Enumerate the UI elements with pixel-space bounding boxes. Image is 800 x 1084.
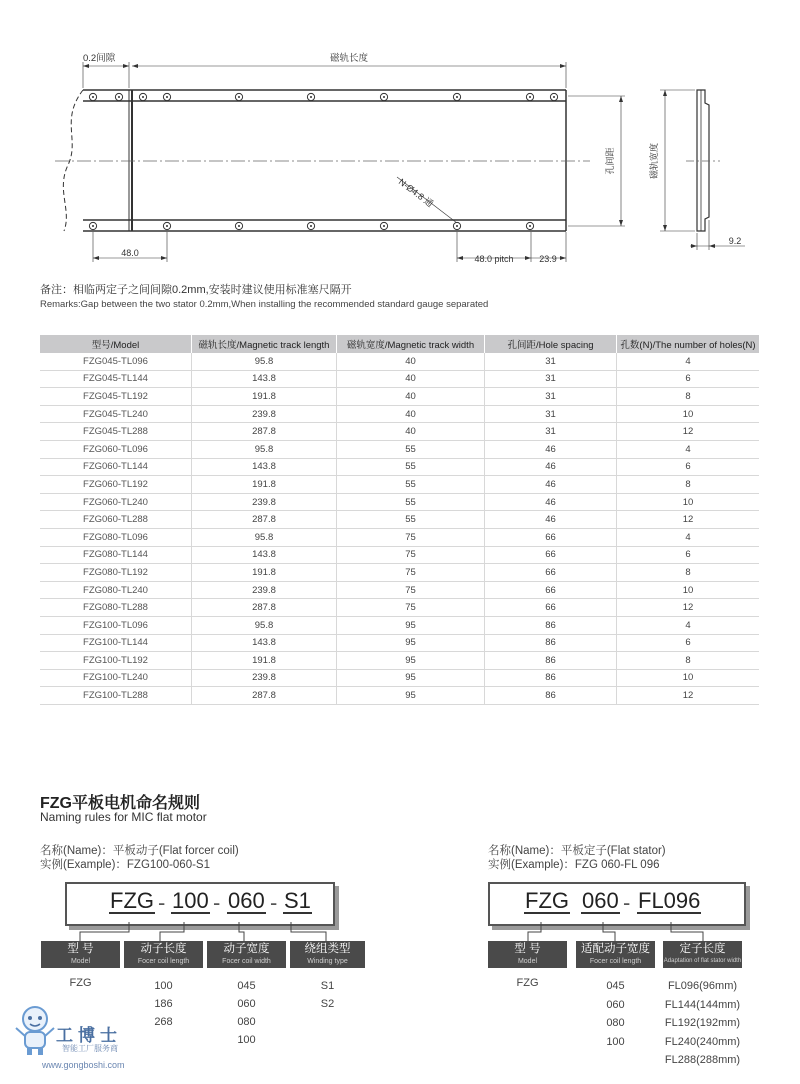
table-cell: 239.8 [192,493,337,511]
dim-23-9: 23.9 [539,254,557,264]
table-cell: FZG100-TL288 [40,687,192,705]
table-cell: 6 [617,634,760,652]
table-cell: 8 [617,388,760,406]
table-cell: 191.8 [192,652,337,670]
table-cell: 143.8 [192,370,337,388]
header-hole-count: 孔数(N)/The number of holes(N) [617,335,760,353]
coil-values-length: 100 186 268 [154,980,173,1028]
table-cell: 4 [617,528,760,546]
table-cell: FZG060-TL144 [40,458,192,476]
hole-center [238,96,240,98]
coil-values-width: 045 060 080 100 [237,980,256,1046]
header-hole-spacing: 孔间距/Hole spacing [485,335,617,353]
table-cell: 287.8 [192,599,337,617]
table-cell: 40 [337,423,485,441]
table-cell: 66 [485,564,617,582]
mounting-holes-bottom [89,222,533,229]
stator-name-line: 名称(Name)：平板定子(Flat stator) [488,845,666,857]
table-cell: 95.8 [192,616,337,634]
table-cell: 75 [337,581,485,599]
table-cell: 239.8 [192,405,337,423]
hole-center [142,96,144,98]
track-drawing [0,0,800,275]
table-cell: 239.8 [192,669,337,687]
coil-label-model: 型 号 Model [41,941,120,968]
stator-label-model: 型 号 Model [488,941,567,968]
coil-code-width: 060 [228,888,265,913]
coil-code-model: FZG [110,888,154,913]
coil-label-length: 动子长度 Focer coil length [124,941,203,968]
coil-code-dash: - [158,890,166,915]
table-cell: 86 [485,616,617,634]
hole-center [310,225,312,227]
table-cell: 40 [337,388,485,406]
stator-values-width: 045 060 080 100 [606,980,625,1048]
table-cell: FZG060-TL096 [40,440,192,458]
stator-code-box [488,882,746,926]
table-row [40,634,759,652]
table-cell: 75 [337,528,485,546]
table-cell: FZG045-TL096 [40,353,192,370]
hole-center [310,96,312,98]
table-cell: 143.8 [192,634,337,652]
table-cell: 95.8 [192,353,337,370]
table-row [40,652,759,670]
robot-logo-icon [12,1004,58,1058]
table-cell: FZG045-TL240 [40,405,192,423]
table-cell: 66 [485,546,617,564]
table-cell: 6 [617,458,760,476]
table-cell: 66 [485,581,617,599]
table-cell: 31 [485,423,617,441]
table-cell: 46 [485,458,617,476]
table-cell: FZG080-TL144 [40,546,192,564]
table-cell: 46 [485,511,617,529]
hole-center [383,225,385,227]
table-cell: 66 [485,599,617,617]
dim-pitch: 48.0 pitch [474,254,514,264]
table-cell: 287.8 [192,511,337,529]
hole-center [166,225,168,227]
coil-code-dash: - [270,890,278,915]
table-header-row [40,335,759,353]
table-cell: 287.8 [192,423,337,441]
table-cell: 95 [337,616,485,634]
table-cell: 143.8 [192,458,337,476]
table-cell: 6 [617,546,760,564]
table-cell: 4 [617,353,760,370]
hole-center [118,96,120,98]
remarks [40,281,488,310]
table-cell: FZG080-TL288 [40,599,192,617]
table-cell: 55 [337,476,485,494]
naming-title: FZG平板电机命名规则 [40,795,200,812]
table-cell: 40 [337,353,485,370]
table-cell: 239.8 [192,581,337,599]
coil-code-box [65,882,335,926]
table-cell: FZG080-TL096 [40,528,192,546]
table-cell: 95 [337,687,485,705]
coil-code-dash: - [213,890,221,915]
coil-label-winding: 绕组类型 Winding type [290,941,365,968]
table-cell: 287.8 [192,687,337,705]
table-cell: 95.8 [192,528,337,546]
table-cell: 95 [337,634,485,652]
stator-connectors [0,922,800,942]
table-cell: 31 [485,353,617,370]
watermark-brand: 工博士 [56,1026,122,1045]
coil-code-winding: S1 [284,888,311,913]
table-cell: 95 [337,669,485,687]
hole-center [529,225,531,227]
table-row [40,440,759,458]
table-cell: FZG100-TL096 [40,616,192,634]
header-track-width: 磁轨宽度/Magnetic track width [337,335,485,353]
table-cell: 10 [617,581,760,599]
remarks-en: Remarks:Gap between the two stator 0.2mm,When installing the recommended standard gauge separated [40,299,489,310]
hole-center [92,96,94,98]
table-cell: 46 [485,476,617,494]
dim-9-2: 9.2 [728,236,742,246]
table-row [40,476,759,494]
coil-name-line: 名称(Name)：平板动子(Flat forcer coil) [40,845,239,857]
spec-table-body [40,353,759,704]
hole-callout: N-Ø4.8 通 [396,176,436,209]
table-cell: 75 [337,599,485,617]
table-cell: FZG080-TL240 [40,581,192,599]
table-cell: FZG060-TL240 [40,493,192,511]
table-cell: 8 [617,564,760,582]
table-cell: 6 [617,370,760,388]
spec-table [40,335,759,705]
naming-subtitle: Naming rules for MIC flat motor [40,810,207,824]
table-cell: 46 [485,493,617,511]
table-cell: 95.8 [192,440,337,458]
table-cell: 55 [337,440,485,458]
table-cell: 8 [617,476,760,494]
stator-label-length: 定子长度 Adaptation of flat stator width [663,941,742,968]
table-cell: FZG080-TL192 [40,564,192,582]
table-cell: 12 [617,511,760,529]
hole-center [238,225,240,227]
coil-example-line: 实例(Example)：FZG100-060-S1 [40,859,210,871]
table-cell: 10 [617,405,760,423]
table-cell: 46 [485,440,617,458]
table-cell: 191.8 [192,388,337,406]
table-cell: 4 [617,616,760,634]
table-cell: 86 [485,652,617,670]
gap-label: 0.2间隙 [83,53,116,64]
table-cell: FZG045-TL192 [40,388,192,406]
stator-values-model: FZG [516,977,539,989]
table-cell: FZG100-TL192 [40,652,192,670]
hole-center [383,96,385,98]
table-row [40,370,759,388]
table-cell: 10 [617,669,760,687]
stator-code-length: FL096 [638,888,701,913]
stator-code-model: FZG [525,888,569,913]
hole-center [456,96,458,98]
table-cell: 86 [485,687,617,705]
table-cell: FZG100-TL144 [40,634,192,652]
table-row [40,353,759,370]
coil-values-model: FZG [69,977,92,989]
table-cell: 66 [485,528,617,546]
watermark-tagline: 智能工厂服务商 [62,1044,118,1053]
table-row [40,405,759,423]
table-row [40,388,759,406]
table-cell: 191.8 [192,476,337,494]
table-cell: 75 [337,564,485,582]
table-row [40,511,759,529]
table-row [40,616,759,634]
remarks-cn: 备注：相临两定子之间间隙0.2mm,安装时建议使用标准塞尺隔开 [40,284,352,296]
table-cell: 4 [617,440,760,458]
stator-code-width: 060 [582,888,619,913]
hole-spacing-label: 孔间距 [605,147,615,175]
table-row [40,528,759,546]
stator-label-width: 适配动子宽度 Focer coil length [576,941,655,968]
table-cell: FZG060-TL192 [40,476,192,494]
table-row [40,564,759,582]
track-length-label: 磁轨长度 [329,53,369,64]
table-cell: 191.8 [192,564,337,582]
table-cell: 95 [337,652,485,670]
table-cell: 55 [337,493,485,511]
table-cell: 55 [337,511,485,529]
table-cell: 10 [617,493,760,511]
table-row [40,687,759,705]
coil-code-length: 100 [172,888,209,913]
table-row [40,458,759,476]
table-cell: FZG045-TL144 [40,370,192,388]
table-cell: 75 [337,546,485,564]
table-cell: 12 [617,423,760,441]
table-row [40,669,759,687]
coil-values-winding: S1 S2 [320,980,335,1010]
hole-center [92,225,94,227]
table-cell: FZG045-TL288 [40,423,192,441]
table-cell: 31 [485,405,617,423]
header-model: 型号/Model [40,335,192,353]
header-track-length: 磁轨长度/Magnetic track length [192,335,337,353]
hole-center [456,225,458,227]
stator-example-line: 实例(Example)：FZG 060-FL 096 [488,859,660,871]
table-cell: 31 [485,388,617,406]
table-cell: 55 [337,458,485,476]
table-cell: 40 [337,370,485,388]
table-cell: FZG060-TL288 [40,511,192,529]
table-row [40,599,759,617]
dim-48: 48.0 [121,248,139,258]
stator-values-length: FL096(96mm) FL144(144mm) FL192(192mm) FL240(240mm) FL288(288mm) [664,980,741,1066]
hole-center [529,96,531,98]
hole-center [166,96,168,98]
hole-center [553,96,555,98]
table-row [40,546,759,564]
table-row [40,581,759,599]
table-row [40,423,759,441]
table-cell: 12 [617,599,760,617]
table-cell: 31 [485,370,617,388]
table-cell: FZG100-TL240 [40,669,192,687]
mounting-holes-top [89,93,557,100]
table-cell: 143.8 [192,546,337,564]
table-cell: 86 [485,669,617,687]
table-row [40,493,759,511]
track-width-label: 磁轨宽度 [649,142,659,180]
watermark-url: www.gongboshi.com [42,1060,125,1070]
table-cell: 8 [617,652,760,670]
table-cell: 12 [617,687,760,705]
stator-code-dash: - [623,890,631,915]
table-cell: 40 [337,405,485,423]
table-cell: 86 [485,634,617,652]
coil-label-width: 动子宽度 Focer coil width [207,941,286,968]
